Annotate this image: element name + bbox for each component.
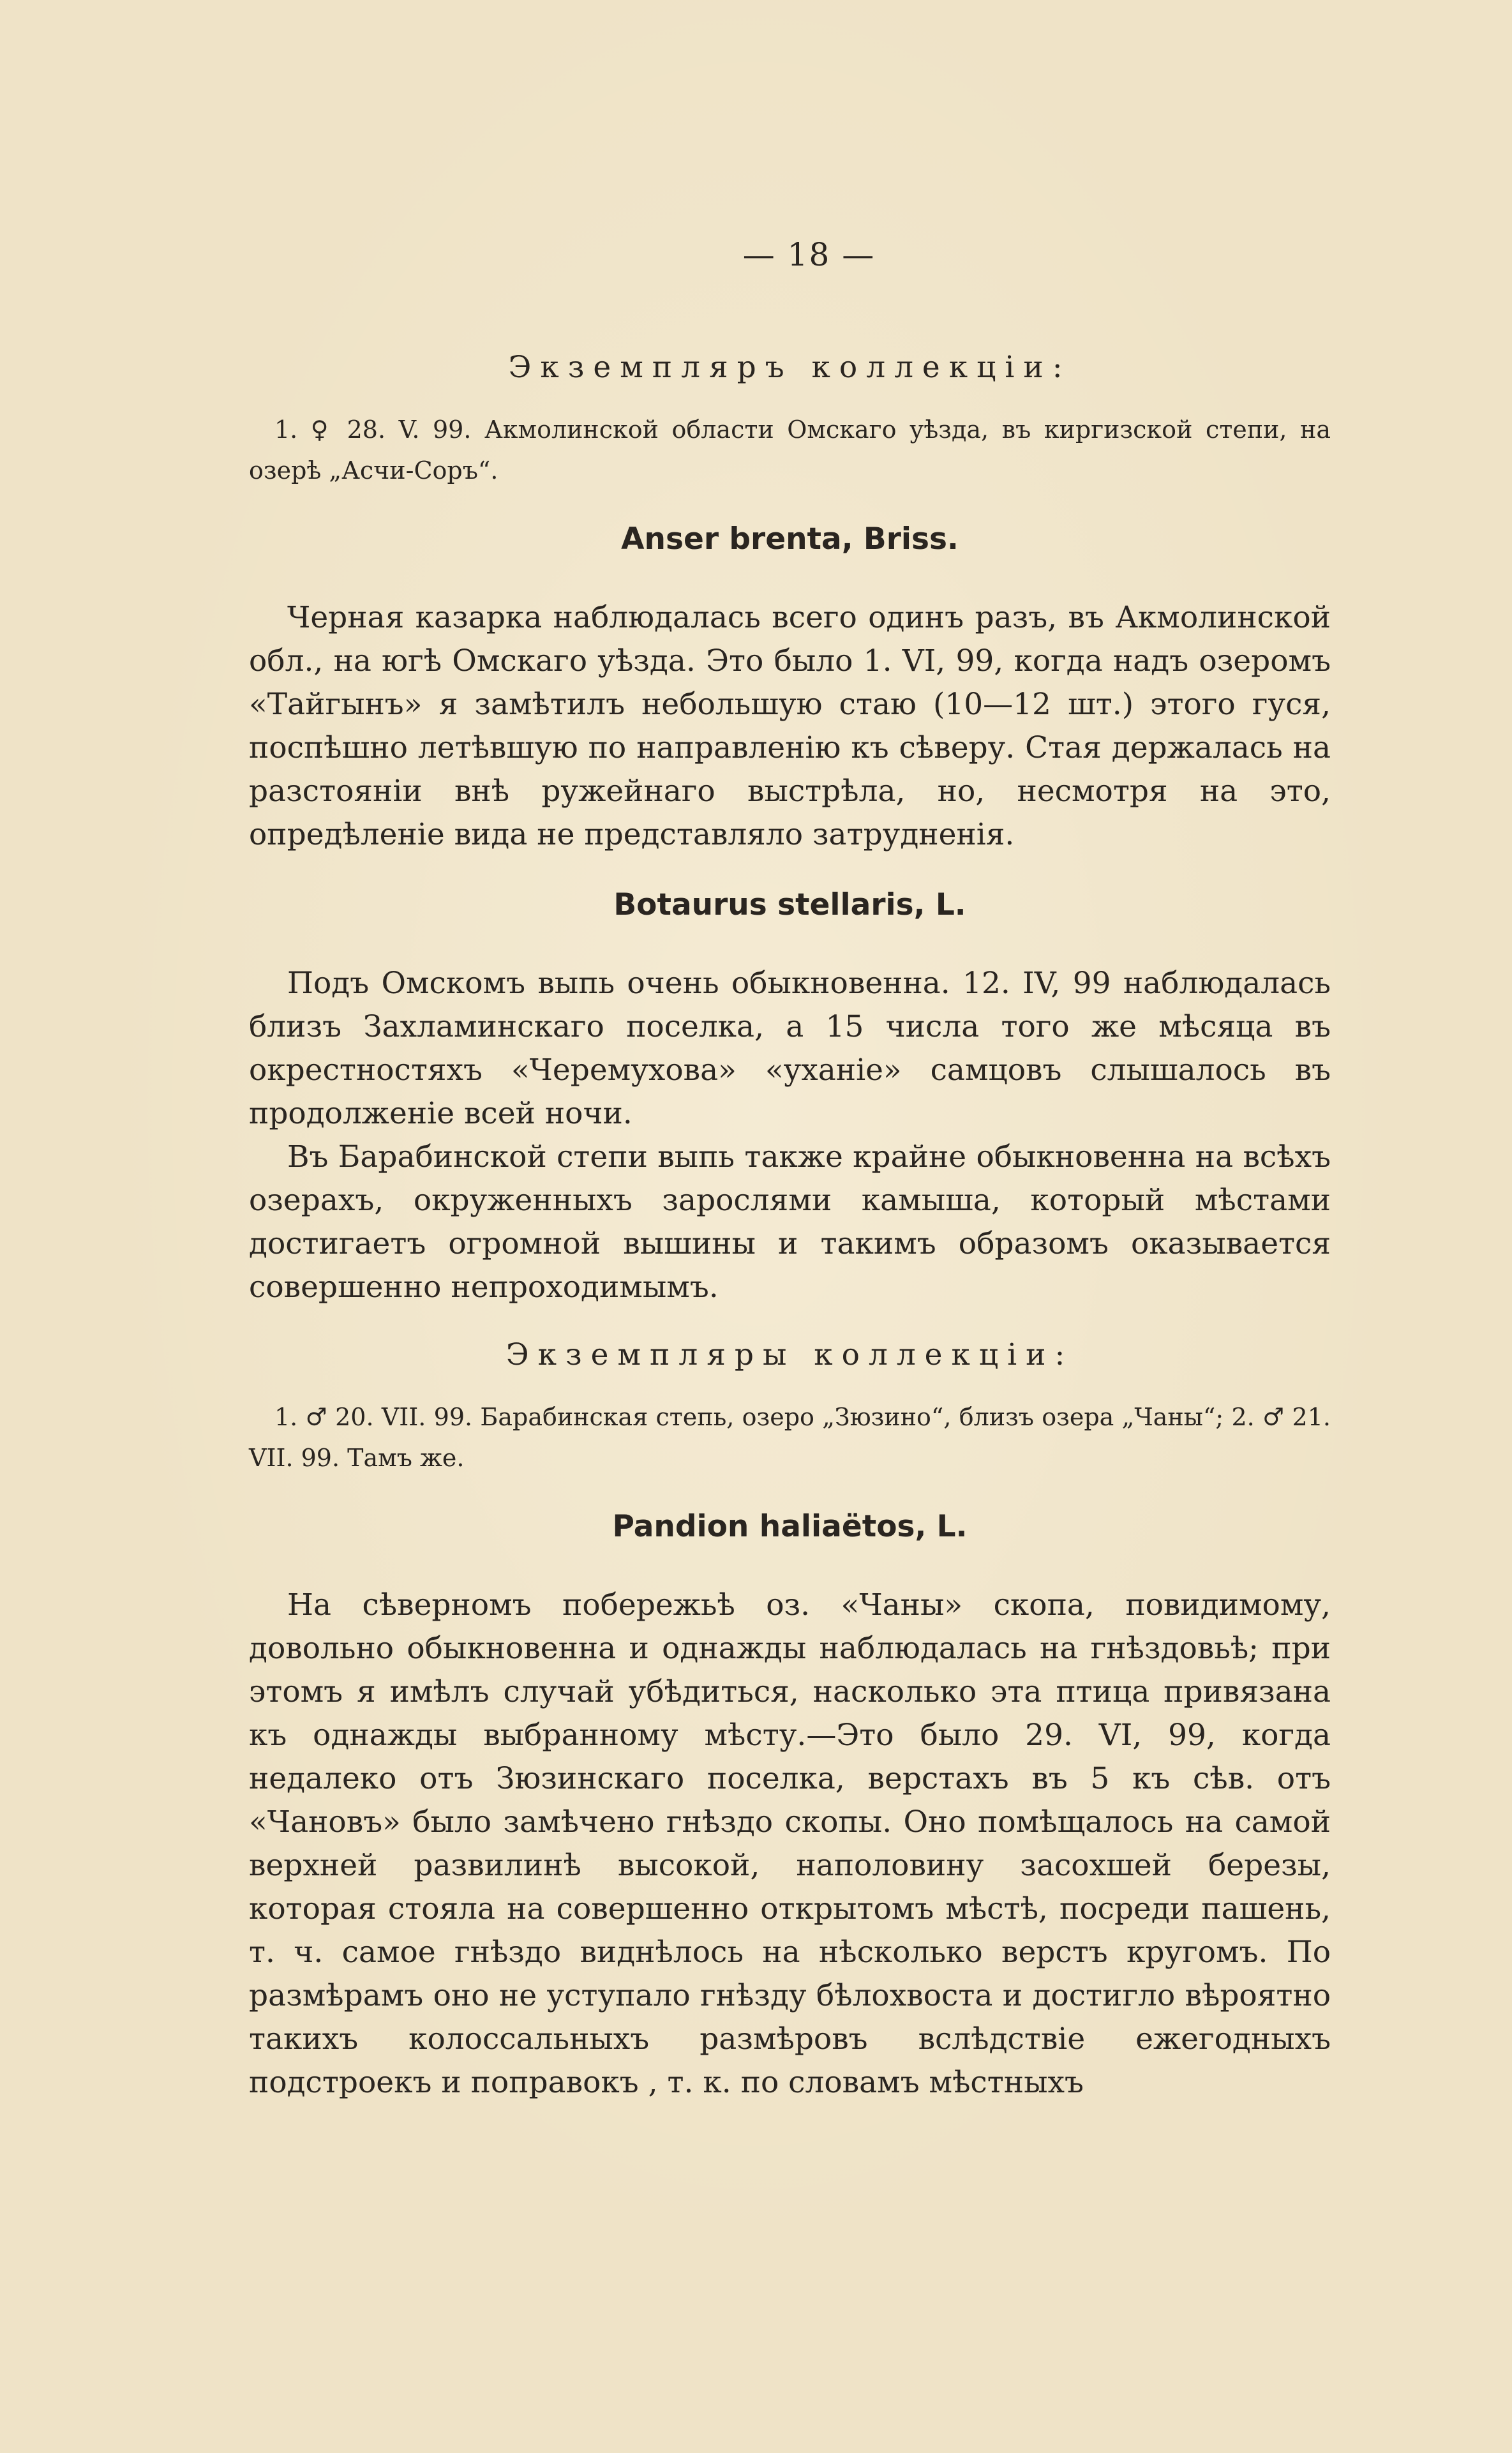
body-paragraph: Въ Барабинской степи выпь также крайне обыкновенна на всѣхъ озерахъ, окруженныхъ зарослями камыша, который мѣстами достигаетъ огромной вышины и такимъ образомъ оказывается совершенно непроходимымъ.: [249, 1139, 1331, 1305]
specimen-note: 1. ♂ 20. VII. 99. Барабинская степь, озеро „Зюзино“, близъ озера „Чаны“; 2. ♂ 21. VII. 99. Тамъ же.: [249, 1403, 1331, 1472]
species-title: Pandion haliaëtos, L.: [612, 1509, 968, 1544]
body-paragraph: Подъ Омскомъ выпь очень обыкновенна. 12. IV, 99 наблюдалась близъ Захламинскаго поселка, а 15 числа того же мѣсяца въ окрестностяхъ «Черемухова» «уханіе» самцовъ слышалось въ продолженіе всей ночи.: [249, 966, 1331, 1131]
collection-heading: Экземпляры коллекціи:: [505, 1337, 1074, 1372]
species-title: Botaurus stellaris, L.: [613, 887, 966, 922]
body-paragraph: Черная казарка наблюдалась всего одинъ разъ, въ Акмолинской обл., на югѣ Омскаго уѣзда. Это было 1. VI, 99, когда надъ озеромъ «Тайгынъ» я замѣтилъ небольшую стаю (10—12 шт.) этого гуся, поспѣшно летѣвшую по направленію къ сѣверу. Стая держалась на разстояніи внѣ ружейнаго выстрѣла, но, несмотря на это, опредѣленіе вида не представляло затрудненія.: [249, 600, 1331, 852]
page-text: [249, 236, 1331, 2104]
collection-heading: Экземпляръ коллекціи:: [508, 350, 1072, 385]
body-paragraph: На сѣверномъ побережьѣ оз. «Чаны» скопа, повидимому, довольно обыкновенна и однажды наблюдалась на гнѣздовьѣ; при этомъ я имѣлъ случай убѣдиться, насколько эта птица привязана къ однажды выбранному мѣсту.—Это было 29. VI, 99, когда недалеко отъ Зюзинскаго поселка, верстахъ въ 5 къ сѣв. отъ «Чановъ» было замѣчено гнѣздо скопы. Оно помѣщалось на самой верхней развилинѣ высокой, наполовину засохшей березы, которая стояла на совершенно открытомъ мѣстѣ, посреди пашень, т. ч. самое гнѣздо виднѣлось на нѣсколько верстъ кругомъ. По размѣрамъ оно не уступало гнѣзду бѣлохвоста и достигло вѣроятно такихъ колоссальныхъ размѣровъ вслѣдствіе ежегодныхъ подстроекъ и поправокъ , т. к. по словамъ мѣстныхъ: [249, 1587, 1331, 2100]
page-number: — 18 —: [742, 236, 876, 273]
spacer: [249, 1309, 1331, 1337]
specimen-note: 1. ♀ 28. V. 99. Акмолинской области Омскаго уѣзда, въ киргизской степи, на озерѣ „Асчи-Соръ“.: [249, 416, 1331, 484]
species-title: Anser brenta, Briss.: [621, 521, 959, 557]
